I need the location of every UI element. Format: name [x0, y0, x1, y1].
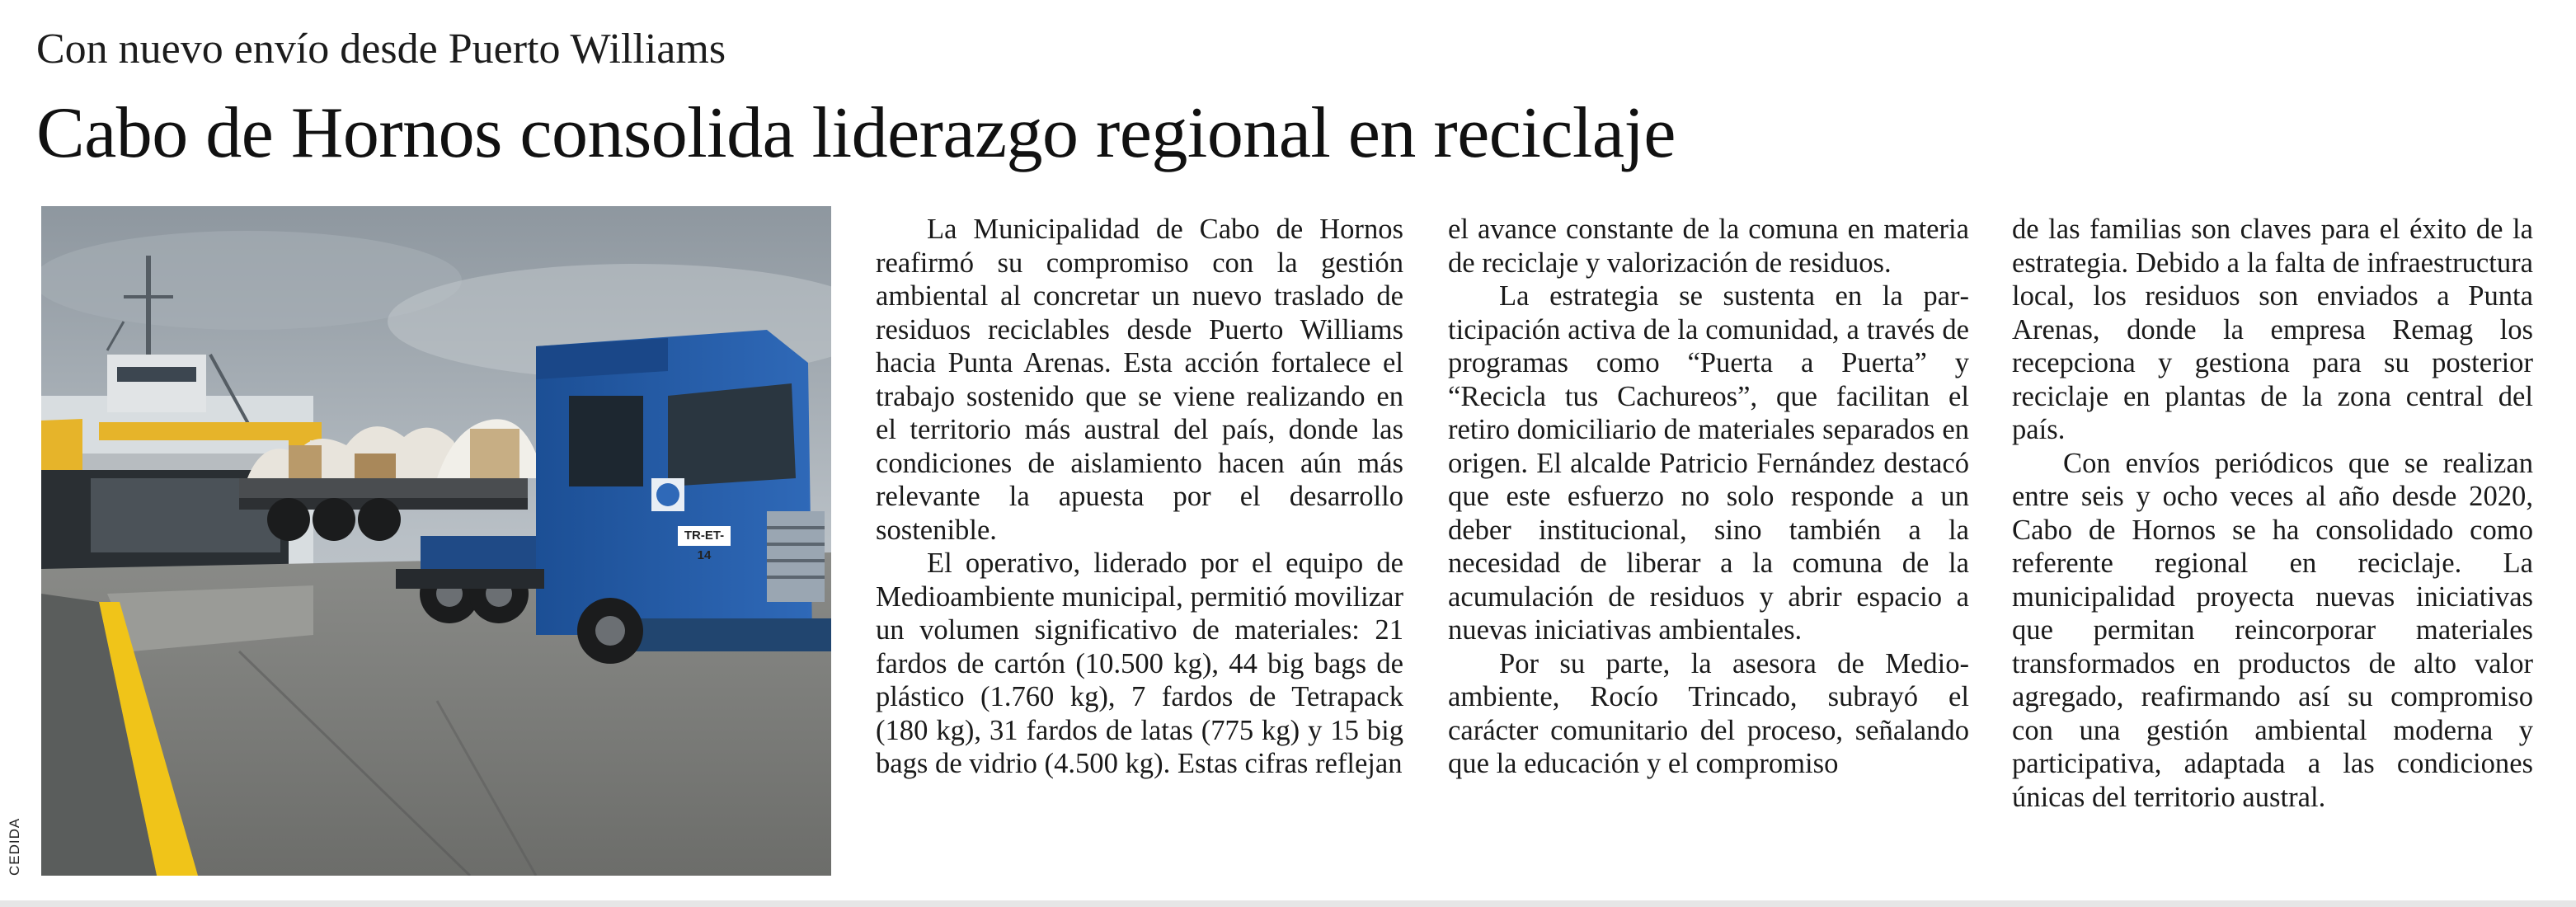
photo-credit-label: CEDIDA: [7, 817, 22, 876]
photo-credit: [7, 817, 40, 879]
paragraph: Con envíos periódicos que se realizan entre seis y ocho veces al año desde 2020, Cabo de Hornos se ha consolidado como referente regional en reciclaje. La municipalidad proyecta nuevas iniciativas que permitan reincorporar materiales transformados en productos de alto valor agregado, reafirmando así su compromiso con una gestión ambiental moderna y participativa, adaptada a las condiciones únicas del territorio austral.: [2012, 447, 2533, 813]
article-photo: [41, 206, 831, 876]
headline: Cabo de Hornos consolida liderazgo regional en reciclaje: [36, 93, 1676, 173]
article-column-1: [876, 213, 1403, 889]
article-column-2: [1448, 213, 1969, 889]
paragraph: El operativo, liderado por el equipo de Medioambiente municipal, permitió movilizar un volumen significativo de materiales: 21 fardos de cartón (10.500 kg), 44 big bags de plástico (1.760 kg), 7 fardos de Tetrapack (180 kg), 31 fardos de latas (775 kg) y 15 big bags de vidrio (4.500 kg). Estas cifras reflejan: [876, 547, 1403, 779]
paragraph: La estrategia se sustenta en la participación activa de la comunidad, a través de programas como “Puerta a Puerta” y “Recicla tus Cachureos”, que facilitan el retiro domiciliario de materiales separados en origen. El alcalde Patricio Fernández destacó que este esfuerzo no solo responde a un deber institucional, sino también a la necesidad de liberar a la comuna de la acumulación de residuos y abrir espacio a nuevas iniciativas ambientales.: [1448, 280, 1969, 646]
paragraph: La Municipalidad de Cabo de Hornos reafirmó su compromiso con la gestión ambiental al concretar un nuevo traslado de residuos reciclables desde Puerto Williams hacia Punta Arenas. Esta acción fortalece el trabajo sostenido que se viene realizando en el territorio más austral del país, donde las condiciones de aislamiento hacen aún más relevante la apuesta por el desarrollo sostenible.: [876, 214, 1403, 546]
paragraph: el avance constante de la comuna en materia de reciclaje y valorización de residuos.: [1448, 214, 1969, 279]
paragraph: Por su parte, la asesora de Medioambiente, Rocío Trincado, subrayó el carácter comunitario del proceso, señalando que la educación y el compromiso: [1448, 647, 1969, 779]
paragraph: de las familias son claves para el éxito de la estrategia. Debido a la falta de infraestructura local, los residuos son enviados a Punta Arenas, donde la empresa Remag los recepciona y gestiona para su posterior reciclaje en plantas de la zona central del país.: [2012, 214, 2533, 445]
license-plate: TR-ET-14: [684, 529, 725, 562]
kicker: Con nuevo envío desde Puerto Williams: [36, 26, 726, 73]
article-column-3: [2012, 213, 2533, 889]
bottom-rule: [0, 900, 2576, 907]
